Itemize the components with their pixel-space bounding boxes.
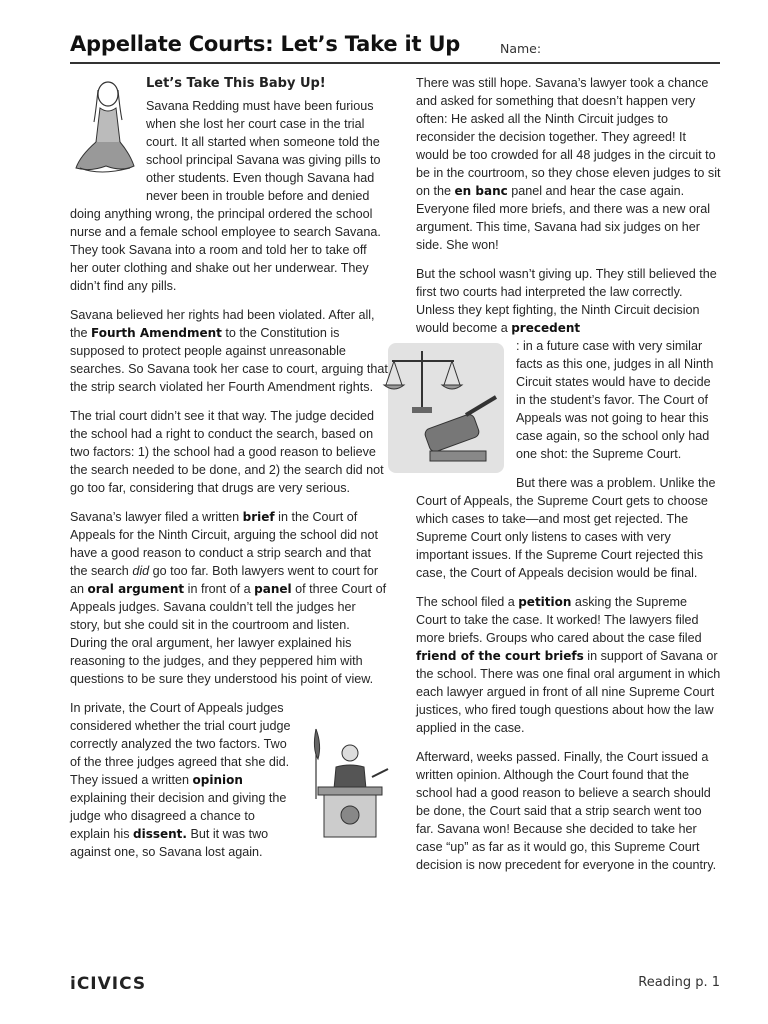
term-brief: brief xyxy=(242,510,275,524)
term-precedent: precedent xyxy=(511,321,581,335)
page-title: Appellate Courts: Let’s Take it Up xyxy=(70,32,461,56)
paragraph: Savana Redding must have been furious when she lost her court case in the trial court. It all started when someone told the school principal Savana was giving pills to other students. Even though Savana had never been in trouble before and denied doing anything wrong, the principal ordered the school nurse and a female school employee to search Savana. They took Savana into a room and told her to take off her outer clothing and shake out her underwear. They didn’t find any pills. xyxy=(70,99,381,293)
term-oral-argument: oral argument xyxy=(87,582,185,596)
term-en-banc: en banc xyxy=(454,184,508,198)
paragraph: The school filed a petition asking the Supreme Court to take the case. It worked! The lawyers filed more briefs. Groups who cared about the case filed friend of the court briefs in support of Savana or the school. There was one final oral argument in which each lawyer argued in front of all nine Supreme Court justices, who fired tough questions about how the law applied in the case. xyxy=(416,595,721,735)
icivics-logo: iCIVICS xyxy=(70,974,147,994)
paragraph: Savana believed her rights had been violated. After all, the Fourth Amendment to the Constitution is supposed to protect people against unreasonable searches. So Savana took her case to court, arguing that the strip search violated her Fourth Amendment rights. xyxy=(70,308,388,394)
header-rule xyxy=(70,62,720,64)
paragraph: The trial court didn’t see it that way. The judge decided the school had a right to conduct the search, based on two factors: 1) the school had a good reason to believe the search needed to be done, and 2) the search did not go too far, considering that drugs are very serious. xyxy=(70,409,384,495)
section-subhead: Let’s Take This Baby Up! xyxy=(146,76,326,91)
term-friend-of-the-court-briefs: friend of the court briefs xyxy=(416,649,584,663)
paragraph: Afterward, weeks passed. Finally, the Court issued a written opinion. Although the Court found that the school had a good reason to believe a search should be done, the Court said that a strip search went too far. Savana won! Because she decided to take her case “up” as far as it would go, this Supreme Court decision is now precedent for everyone in the country. xyxy=(416,750,717,872)
paragraph: In private, the Court of Appeals judges considered whether the trial court judge correctly analyzed the two factors. Two of the three judges agreed that she did. They issued a written opinion explaining their decision and giving the judge who disagreed a chance to explain his dissent. But it was two against one, so Savana lost again. xyxy=(70,701,291,859)
girl-illustration xyxy=(70,72,140,188)
term-opinion: opinion xyxy=(192,773,243,787)
paragraph: There was still hope. Savana’s lawyer took a chance and asked for something that doesn’t happen very often: He asked all the Ninth Circuit judges to reconsider the decision together. They agreed! It would be too crowded for all 48 judges in the circuit to be in the courtroom, so they chose eleven judges to sit on the en banc panel and hear the case again. Everyone filed more briefs, and there was a new oral argument. This time, Savana had six judges on her side. She won! xyxy=(416,76,721,252)
paragraph: : in a future case with very similar facts as this one, judges in all Ninth Circuit states would have to decide in the student’s favor. The Court of Appeals was not going to hear this case again, so the school only had one shot: the Supreme Court. xyxy=(516,339,714,461)
page-number: Reading p. 1 xyxy=(638,975,720,990)
term-fourth-amendment: Fourth Amendment xyxy=(91,326,222,340)
term-panel: panel xyxy=(254,582,292,596)
paragraph: But the school wasn’t giving up. They still believed the first two courts had interpreted the law correctly. Unless they kept fighting, the Ninth Circuit decision would become a precedent xyxy=(416,267,717,335)
term-petition: petition xyxy=(518,595,572,609)
left-column xyxy=(70,72,388,872)
scales-and-gavel-illustration xyxy=(380,337,510,479)
term-dissent: dissent. xyxy=(133,827,187,841)
paragraph: Savana’s lawyer filed a written brief in the Court of Appeals for the Ninth Circuit, arguing the school did not have a good reason to conduct a strip search and that the search did go too far. Both lawyers went to court for an oral argument in front of a panel of three Court of Appeals judges. Savana couldn’t tell the judges her story, but she could sit in the courtroom and listen. During the oral argument, her lawyer explained his reasoning to the judges, and they peppered him with questions to be sure they understood his point of view. xyxy=(70,510,387,686)
right-column xyxy=(416,74,721,885)
page-header xyxy=(70,32,720,62)
paragraph: But there was a problem. Unlike the Court of Appeals, the Supreme Court gets to choose which cases to take—and most get rejected. The Supreme Court only listens to cases with very important issues. If the Supreme Court rejected this case, the Court of Appeals decision would be final. xyxy=(416,476,716,580)
name-field-label: Name: xyxy=(500,41,542,56)
judge-at-bench-illustration xyxy=(298,719,398,845)
